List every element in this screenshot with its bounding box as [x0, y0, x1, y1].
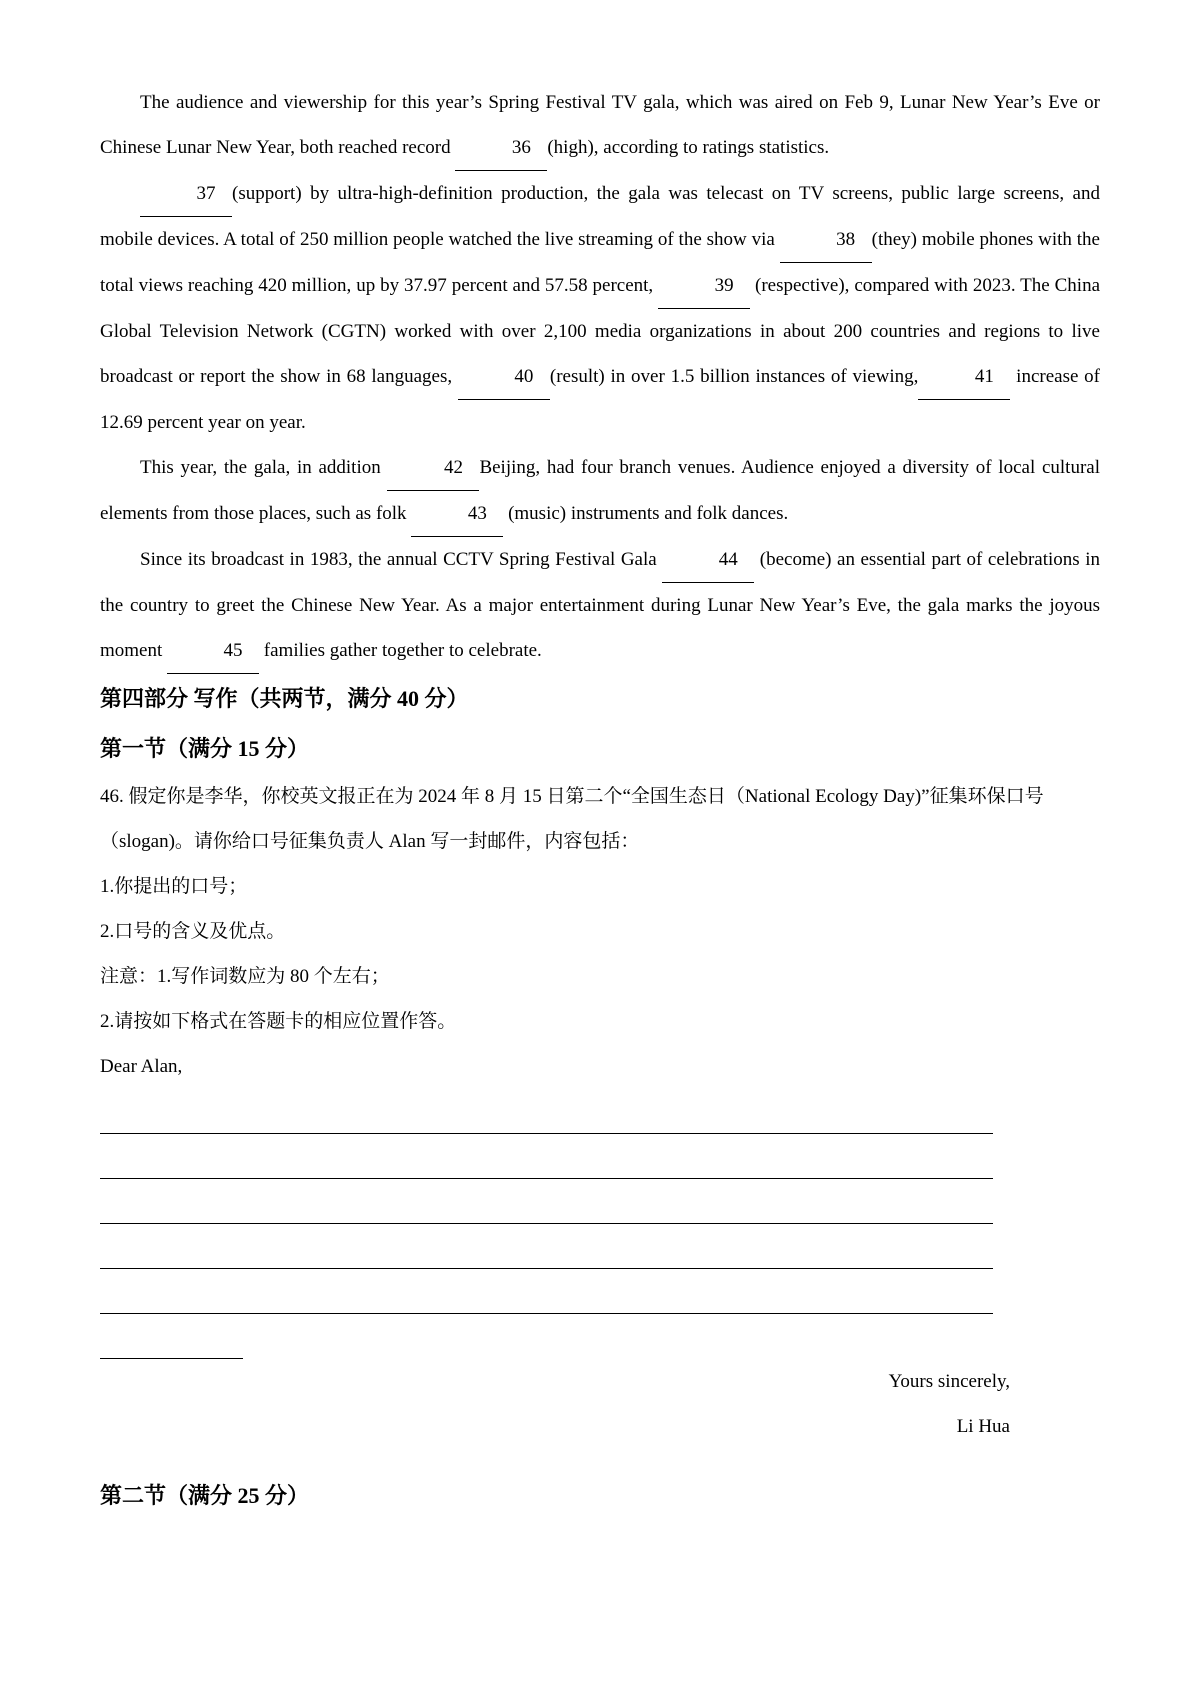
task-46-prompt: 46. 假定你是李华，你校英文报正在为 2024 年 8 月 15 日第二个“全国生态日（National Ecology Day)”征集环保口号（slogan)。请你给口号征集负责人 Alan 写一封邮件，内容包括： [100, 786, 1044, 852]
text-segment: (respective), compared with 2023. The China Global Television Network (CGTN) worked with over 2,100 media organizations in about 200 countries and regions to live broadcast or report the show in 68 languages, [100, 275, 1100, 387]
blank-36: 36 [455, 125, 547, 171]
text-segment: This year, the gala, in addition [140, 457, 388, 478]
task-point-1: 1.你提出的口号； [100, 876, 248, 897]
text-segment: (result) in over 1.5 billion instances of viewing, [549, 366, 919, 387]
text-segment: families gather together to celebrate. [259, 640, 542, 661]
blank-37: 37 [140, 171, 232, 217]
writing-line [100, 1269, 993, 1314]
paragraph-q36 [100, 80, 1100, 171]
paragraph-q37-41 [100, 171, 1100, 445]
document-body [100, 80, 1100, 1521]
writing-line [100, 1179, 993, 1224]
section-4-heading: 第四部分 写作（共两节，满分 40 分） [100, 686, 469, 711]
task-point-2: 2.口号的含义及优点。 [100, 921, 286, 942]
text-segment: Since its broadcast in 1983, the annual CCTV Spring Festival Gala [140, 549, 663, 570]
blank-38: 38 [780, 217, 872, 263]
text-segment: The audience and viewership for this year’s Spring Festival TV gala, which was aired on Feb 9, Lunar New Year’s Eve or Chinese Lunar New Year, both reached record [100, 92, 1100, 158]
blank-41: 41 [918, 354, 1010, 400]
text-segment: (they) mobile phones with the total views reaching 420 million, up by 37.97 percent and 57.58 percent, [100, 229, 1100, 296]
text-segment: Beijing, had four branch venues. Audience enjoyed a diversity of local cultural elements from those places, such as folk [100, 457, 1100, 524]
text-segment: (support) by ultra-high-definition production, the gala was telecast on TV screens, public large screens, and mobile devices. A total of 250 million people watched the live streaming of the show via [100, 183, 1100, 250]
text-segment: increase of 12.69 percent year on year. [100, 366, 1100, 433]
text-segment: Dear Alan, [100, 1056, 183, 1077]
signature: Li Hua [956, 1416, 1010, 1437]
paragraph-q42-43 [100, 445, 1100, 537]
blank-40: 40 [458, 354, 550, 400]
blank-42: 42 [387, 445, 479, 491]
part-1-heading: 第一节（满分 15 分） [100, 736, 310, 761]
text-segment: (high), according to ratings statistics. [547, 137, 830, 158]
task-note-1: 注意：1.写作词数应为 80 个左右； [100, 966, 390, 987]
part-2-heading: 第二节（满分 25 分） [100, 1483, 310, 1508]
blank-39: 39 [658, 263, 750, 309]
writing-line [100, 1314, 243, 1359]
text-segment: (music) instruments and folk dances. [503, 503, 789, 524]
blank-44: 44 [662, 537, 754, 583]
salutation [100, 1044, 1100, 1089]
writing-line [100, 1224, 993, 1269]
blank-45: 45 [167, 628, 259, 674]
paragraph-q44-45 [100, 537, 1100, 674]
closing: Yours sincerely, [888, 1371, 1010, 1392]
writing-line [100, 1134, 993, 1179]
text-segment: (become) an essential part of celebrations in the country to greet the Chinese New Year. As a major entertainment during Lunar New Year’s Eve, the gala marks the joyous moment [100, 549, 1100, 661]
task-note-2: 2.请按如下格式在答题卡的相应位置作答。 [100, 1011, 457, 1032]
writing-line [100, 1089, 993, 1134]
blank-43: 43 [411, 491, 503, 537]
